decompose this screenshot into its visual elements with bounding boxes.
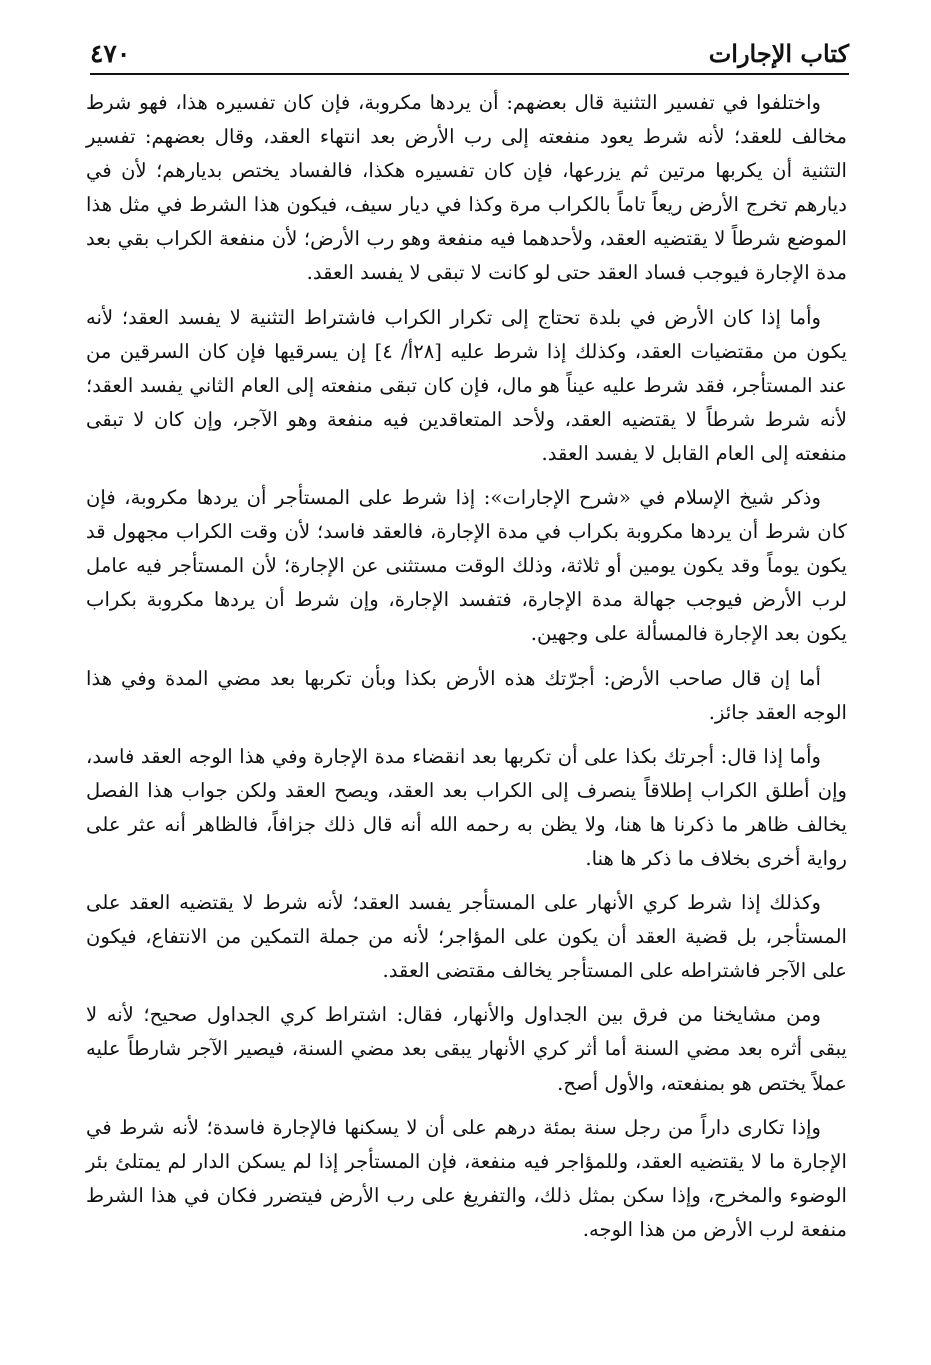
header-rule xyxy=(90,73,849,75)
paragraph-7: ومن مشايخنا من فرق بين الجداول والأنهار، فقال: اشتراط كري الجداول صحيح؛ لأنه لا يبقى أثره بعد مضي السنة أما أثر كري الأنهار يبقى بعد مضي السنة، فيصير الآجر شارطاً عليه عملاً يختص هو بمنفعته، والأول أصح. xyxy=(86,1003,847,1095)
paragraph-2: وأما إذا كان الأرض في بلدة تحتاج إلى تكرار الكراب فاشتراط التثنية لا يفسد العقد؛ لأنه يكون من مقتضيات العقد، وكذلك إذا شرط عليه [٢٨أ/ ٤] إن يسرقيها فإن كان السرقين من عند المستأجر، فقد شرط عليه عيناً هو مال، فإن كان تبقى منفعته إلى العام الثاني يفسد العقد؛ لأنه شرط شرطاً لا يقتضيه العقد، ولأحد المتعاقدين فيه منفعة وهو الآجر، وإن كان لا تبقى منفعته إلى العام القابل لا يفسد العقد. xyxy=(86,305,847,465)
running-header xyxy=(90,28,849,72)
running-title: كتاب الإجارات xyxy=(708,39,849,68)
paragraph-6: وكذلك إذا شرط كري الأنهار على المستأجر يفسد العقد؛ لأنه شرط لا يقتضيه العقد على المستأجر، بل قضية العقد أن يكون على المؤاجر؛ لأنه من جملة التمكين من الانتفاع، فيكون على الآجر فاشتراطه على المستأجر يخالف مقتضى العقد. xyxy=(86,891,847,983)
paragraph-4: أما إن قال صاحب الأرض: أجرّتك هذه الأرض بكذا وبأن تكربها بعد مضي المدة وفي هذا الوجه العقد جائز. xyxy=(86,666,847,724)
paragraph-3: وذكر شيخ الإسلام في «شرح الإجارات»: إذا شرط على المستأجر أن يردها مكروبة، فإن كان شرط أن يردها مكروبة بكراب في مدة الإجارة، فالعقد فاسد؛ لأن وقت الكراب مجهول قد يكون يوماً وقد يكون يومين أو ثلاثة، وذلك الوقت مستثنى عن الإجارة؛ لأن المستأجر فيه عامل لرب الأرض فيوجب جهالة مدة الإجارة، فتفسد الإجارة، وإن شرط أن يردها مكروبة بكراب يكون بعد الإجارة فالمسألة على وجهين. xyxy=(86,486,847,646)
paragraph-5: وأما إذا قال: أجرتك بكذا على أن تكربها بعد انقضاء مدة الإجارة وفي هذا الوجه العقد فاسد، وإن أطلق الكراب إطلاقاً ينصرف إلى الكراب بعد العقد، ويصح العقد ولكن جواب هذا الفصل يخالف ظاهر ما ذكرنا ها هنا، ولا يظن به رحمه الله أنه قال ذلك جزافاً، فالظاهر أنه عثر على رواية أخرى بخلاف ما ذكر ها هنا. xyxy=(86,744,847,870)
paragraph-1: واختلفوا في تفسير التثنية قال بعضهم: أن يردها مكروبة، فإن كان تفسيره هذا، فهو شرط مخالف للعقد؛ لأنه شرط يعود منفعته إلى رب الأرض بعد انتهاء العقد، وقال بعضهم: تفسير التثنية أن يكربها مرتين ثم يزرعها، فإن كان تفسيره هكذا، فالفساد يختص بديارهم؛ لأن في ديارهم تخرج الأرض ريعاً تاماً بالكراب مرة وكذا في ديار سيف، فيكون هذا الشرط في مثل هذا الموضع شرطاً لا يقتضيه العقد، ولأحدهما فيه منفعة وهو رب الأرض؛ لأن منفعة الكراب بقي بعد مدة الإجارة فيوجب فساد العقد حتى لو كانت لا تبقى لا يفسد العقد. xyxy=(86,91,847,285)
paragraph-8: وإذا تكارى داراً من رجل سنة بمئة درهم على أن لا يسكنها فالإجارة فاسدة؛ لأنه شرط في الإجارة ما لا يقتضيه العقد، وللمؤاجر فيه منفعة، فإن المستأجر إذا لم يسكن الدار لم يمتلئ بئر الوضوء والمخرج، وإذا سكن بمثل ذلك، والتفريغ على رب الأرض فيتضرر فكان في هذا الشرط منفعة لرب الأرض من هذا الوجه. xyxy=(86,1115,847,1241)
page-number: ٤٧٠ xyxy=(90,39,131,68)
main-text xyxy=(86,86,847,1247)
